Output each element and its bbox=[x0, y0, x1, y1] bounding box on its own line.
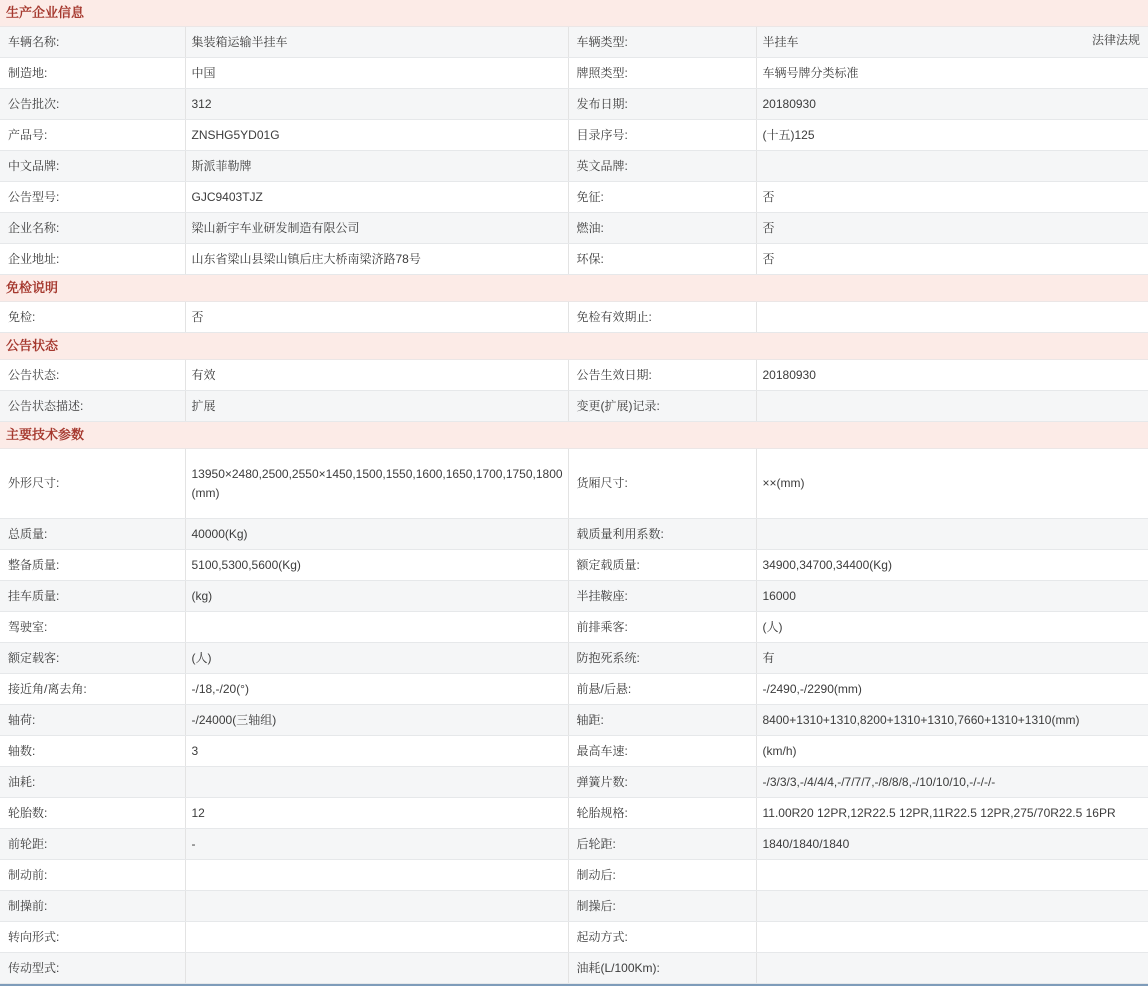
field-label: 半挂鞍座: bbox=[568, 581, 756, 612]
field-value: 车辆号牌分类标准 bbox=[756, 58, 1148, 89]
field-value: 1840/1840/1840 bbox=[756, 829, 1148, 860]
field-value: (十五)125 bbox=[756, 120, 1148, 151]
field-label: 制动前: bbox=[0, 860, 185, 891]
field-value: (kg) bbox=[185, 581, 568, 612]
field-label: 牌照类型: bbox=[568, 58, 756, 89]
field-label: 制动后: bbox=[568, 860, 756, 891]
field-value bbox=[756, 891, 1148, 922]
field-label: 最高车速: bbox=[568, 736, 756, 767]
field-value: 山东省梁山县梁山镇后庄大桥南梁济路78号 bbox=[185, 244, 568, 275]
table-row bbox=[0, 674, 1148, 705]
field-value: 312 bbox=[185, 89, 568, 120]
field-label: 挂车质量: bbox=[0, 581, 185, 612]
field-value: 集装箱运输半挂车 bbox=[185, 27, 568, 58]
field-label: 产品号: bbox=[0, 120, 185, 151]
field-value bbox=[756, 953, 1148, 984]
table-row bbox=[0, 550, 1148, 581]
legal-regulations-link[interactable]: 法律法规 bbox=[1091, 33, 1140, 47]
field-label: 驾驶室: bbox=[0, 612, 185, 643]
field-label: 弹簧片数: bbox=[568, 767, 756, 798]
table-row bbox=[0, 829, 1148, 860]
table-row bbox=[0, 953, 1148, 984]
field-value bbox=[185, 860, 568, 891]
field-label: 前轮距: bbox=[0, 829, 185, 860]
field-value: 12 bbox=[185, 798, 568, 829]
field-label: 载质量利用系数: bbox=[568, 519, 756, 550]
field-value bbox=[756, 519, 1148, 550]
section-title-inspection-exemption: 免检说明 bbox=[0, 275, 1148, 302]
field-label: 前悬/后悬: bbox=[568, 674, 756, 705]
table-row bbox=[0, 922, 1148, 953]
field-label: 轴荷: bbox=[0, 705, 185, 736]
field-label: 传动型式: bbox=[0, 953, 185, 984]
field-label: 英文品牌: bbox=[568, 151, 756, 182]
table-row bbox=[0, 891, 1148, 922]
field-label: 公告生效日期: bbox=[568, 360, 756, 391]
field-value: 否 bbox=[756, 244, 1148, 275]
field-label: 免检有效期止: bbox=[568, 302, 756, 333]
field-label: 公告型号: bbox=[0, 182, 185, 213]
table-row bbox=[0, 519, 1148, 550]
field-label: 变更(扩展)记录: bbox=[568, 391, 756, 422]
field-value: 有 bbox=[756, 643, 1148, 674]
field-label: 轮胎规格: bbox=[568, 798, 756, 829]
section-title-announcement-status: 公告状态 bbox=[0, 333, 1148, 360]
inspection-exemption-table bbox=[0, 302, 1148, 333]
table-row bbox=[0, 89, 1148, 120]
announcement-status-table bbox=[0, 360, 1148, 422]
table-row bbox=[0, 643, 1148, 674]
field-value bbox=[756, 151, 1148, 182]
field-label: 车辆类型: bbox=[568, 27, 756, 58]
field-value: 3 bbox=[185, 736, 568, 767]
field-label: 轮胎数: bbox=[0, 798, 185, 829]
field-label: 中文品牌: bbox=[0, 151, 185, 182]
table-row bbox=[0, 705, 1148, 736]
table-row bbox=[0, 302, 1148, 333]
field-value: (km/h) bbox=[756, 736, 1148, 767]
table-row bbox=[0, 182, 1148, 213]
field-value: 半挂车 法律法规 bbox=[756, 27, 1148, 58]
field-value bbox=[185, 922, 568, 953]
field-value bbox=[185, 953, 568, 984]
field-value: 梁山新宇车业研发制造有限公司 bbox=[185, 213, 568, 244]
field-label: 燃油: bbox=[568, 213, 756, 244]
field-label: 制造地: bbox=[0, 58, 185, 89]
field-label: 货厢尺寸: bbox=[568, 449, 756, 519]
field-label: 企业地址: bbox=[0, 244, 185, 275]
field-label: 整备质量: bbox=[0, 550, 185, 581]
field-label: 轴距: bbox=[568, 705, 756, 736]
field-value: 否 bbox=[756, 213, 1148, 244]
field-label: 公告状态: bbox=[0, 360, 185, 391]
table-row bbox=[0, 58, 1148, 89]
field-label: 车辆名称: bbox=[0, 27, 185, 58]
field-value: -/2490,-/2290(mm) bbox=[756, 674, 1148, 705]
field-value: - bbox=[185, 829, 568, 860]
field-label: 后轮距: bbox=[568, 829, 756, 860]
field-value: 40000(Kg) bbox=[185, 519, 568, 550]
field-value bbox=[756, 391, 1148, 422]
field-label: 额定载客: bbox=[0, 643, 185, 674]
field-value: 斯派菲勒牌 bbox=[185, 151, 568, 182]
field-value bbox=[185, 767, 568, 798]
field-label: 接近角/离去角: bbox=[0, 674, 185, 705]
field-label: 免征: bbox=[568, 182, 756, 213]
field-label: 公告状态描述: bbox=[0, 391, 185, 422]
producer-info-table bbox=[0, 27, 1148, 275]
field-value bbox=[185, 891, 568, 922]
table-row bbox=[0, 360, 1148, 391]
field-label: 制操后: bbox=[568, 891, 756, 922]
field-value: (人) bbox=[756, 612, 1148, 643]
field-value: -/18,-/20(°) bbox=[185, 674, 568, 705]
field-label: 转向形式: bbox=[0, 922, 185, 953]
field-value: 否 bbox=[756, 182, 1148, 213]
field-label: 企业名称: bbox=[0, 213, 185, 244]
field-value: 16000 bbox=[756, 581, 1148, 612]
field-value: 扩展 bbox=[185, 391, 568, 422]
field-value: 20180930 bbox=[756, 360, 1148, 391]
table-row bbox=[0, 244, 1148, 275]
table-row bbox=[0, 151, 1148, 182]
field-label: 制操前: bbox=[0, 891, 185, 922]
field-label: 额定载质量: bbox=[568, 550, 756, 581]
table-row bbox=[0, 391, 1148, 422]
field-value: ZNSHG5YD01G bbox=[185, 120, 568, 151]
table-row bbox=[0, 27, 1148, 58]
field-label: 轴数: bbox=[0, 736, 185, 767]
field-label: 前排乘客: bbox=[568, 612, 756, 643]
table-row bbox=[0, 798, 1148, 829]
table-row bbox=[0, 120, 1148, 151]
table-row bbox=[0, 612, 1148, 643]
table-row bbox=[0, 860, 1148, 891]
field-label: 起动方式: bbox=[568, 922, 756, 953]
field-value bbox=[756, 922, 1148, 953]
field-value: -/3/3/3,-/4/4/4,-/7/7/7,-/8/8/8,-/10/10/10,-/-/-/- bbox=[756, 767, 1148, 798]
field-value bbox=[756, 302, 1148, 333]
field-value: 有效 bbox=[185, 360, 568, 391]
field-label: 环保: bbox=[568, 244, 756, 275]
field-value: 13950×2480,2500,2550×1450,1500,1550,1600,1650,1700,1750,1800(mm) bbox=[185, 449, 568, 519]
field-value: 5100,5300,5600(Kg) bbox=[185, 550, 568, 581]
field-label: 免检: bbox=[0, 302, 185, 333]
field-value: GJC9403TJZ bbox=[185, 182, 568, 213]
field-value: (人) bbox=[185, 643, 568, 674]
field-label: 公告批次: bbox=[0, 89, 185, 120]
field-value: 11.00R20 12PR,12R22.5 12PR,11R22.5 12PR,275/70R22.5 16PR bbox=[756, 798, 1148, 829]
field-value bbox=[756, 860, 1148, 891]
section-title-technical-parameters: 主要技术参数 bbox=[0, 422, 1148, 449]
field-value: 8400+1310+1310,8200+1310+1310,7660+1310+1310(mm) bbox=[756, 705, 1148, 736]
field-value: 34900,34700,34400(Kg) bbox=[756, 550, 1148, 581]
field-label: 外形尺寸: bbox=[0, 449, 185, 519]
table-row bbox=[0, 767, 1148, 798]
table-row bbox=[0, 449, 1148, 519]
field-label: 油耗: bbox=[0, 767, 185, 798]
field-label: 总质量: bbox=[0, 519, 185, 550]
field-label: 防抱死系统: bbox=[568, 643, 756, 674]
table-row bbox=[0, 581, 1148, 612]
technical-parameters-table bbox=[0, 449, 1148, 984]
field-label: 目录序号: bbox=[568, 120, 756, 151]
section-title-producer-info: 生产企业信息 bbox=[0, 0, 1148, 27]
field-value: 否 bbox=[185, 302, 568, 333]
table-row bbox=[0, 213, 1148, 244]
field-value: ××(mm) bbox=[756, 449, 1148, 519]
field-value: 20180930 bbox=[756, 89, 1148, 120]
field-label: 油耗(L/100Km): bbox=[568, 953, 756, 984]
table-row bbox=[0, 736, 1148, 767]
field-value: -/24000(三轴组) bbox=[185, 705, 568, 736]
field-label: 发布日期: bbox=[568, 89, 756, 120]
field-value bbox=[185, 612, 568, 643]
field-value: 中国 bbox=[185, 58, 568, 89]
